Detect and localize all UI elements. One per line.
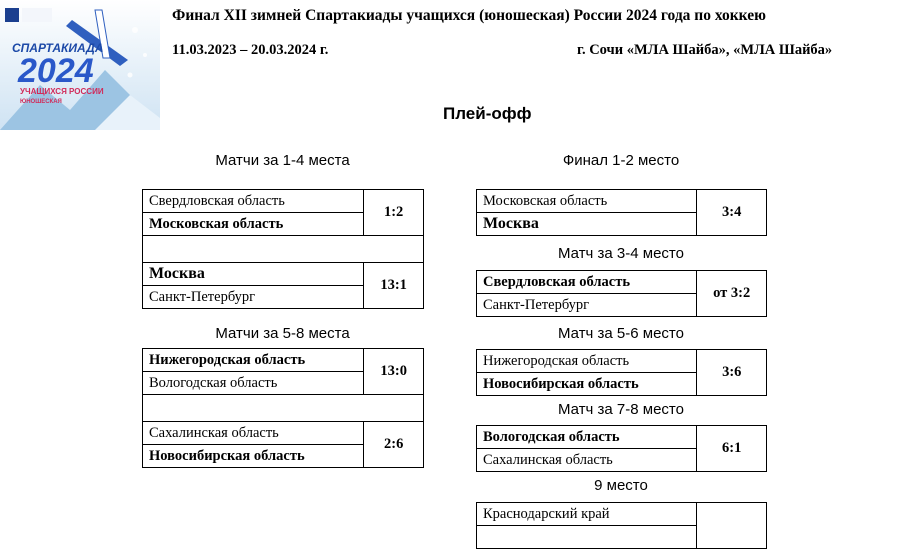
match-5-6-table bbox=[476, 349, 767, 396]
empty-score bbox=[697, 503, 767, 549]
team-name: Сахалинская область bbox=[477, 449, 697, 472]
heading-places-1-4: Матчи за 1-4 места bbox=[215, 152, 350, 169]
match-row bbox=[477, 271, 767, 294]
team-name: Санкт-Петербург bbox=[143, 286, 364, 309]
team-name-winner: Москва bbox=[477, 213, 697, 236]
logo-text-1: СПАРТАКИАДА bbox=[12, 41, 104, 55]
match-score: 3:4 bbox=[697, 190, 767, 236]
logo-text-4: ЮНОШЕСКАЯ bbox=[20, 99, 62, 105]
spacer-row bbox=[143, 395, 424, 422]
match-row bbox=[477, 190, 767, 213]
logo-text-2: 2024 bbox=[18, 52, 94, 90]
match-score: 1:2 bbox=[364, 190, 424, 236]
match-score: 3:6 bbox=[697, 350, 767, 396]
team-name: Нижегородская область bbox=[477, 350, 697, 373]
team-name: Санкт-Петербург bbox=[477, 294, 697, 317]
team-name-winner: Нижегородская область bbox=[143, 349, 364, 372]
team-name-winner: Москва bbox=[143, 263, 364, 286]
match-row bbox=[143, 349, 424, 372]
match-row bbox=[477, 350, 767, 373]
heading-place-3-4: Матч за 3-4 место bbox=[558, 245, 684, 262]
logo-text-3: УЧАЩИХСЯ РОССИИ bbox=[20, 87, 104, 96]
empty-cell bbox=[477, 526, 697, 549]
team-name: Краснодарский край bbox=[477, 503, 697, 526]
heading-place-9: 9 место bbox=[594, 477, 648, 494]
team-name: Вологодская область bbox=[143, 372, 364, 395]
spacer-row bbox=[143, 236, 424, 263]
match-score: 13:1 bbox=[364, 263, 424, 309]
event-dates: 11.03.2023 – 20.03.2024 г. bbox=[172, 42, 329, 58]
place-9-table bbox=[476, 502, 767, 549]
match-row bbox=[143, 190, 424, 213]
team-name-winner: Вологодская область bbox=[477, 426, 697, 449]
team-name-winner: Новосибирская область bbox=[477, 373, 697, 396]
heading-final: Финал 1-2 место bbox=[562, 152, 680, 169]
team-row bbox=[477, 503, 767, 526]
match-7-8-table bbox=[476, 425, 767, 472]
bracket-table-1-4 bbox=[142, 189, 424, 309]
match-score: 6:1 bbox=[697, 426, 767, 472]
document-title: Финал XII зимней Спартакиады учащихся (юношеская) России 2024 года по хоккею bbox=[172, 7, 766, 24]
match-3-4-table bbox=[476, 270, 767, 317]
team-name-winner: Новосибирская область bbox=[143, 445, 364, 468]
heading-places-5-8: Матчи за 5-8 места bbox=[215, 325, 350, 342]
team-name: Сахалинская область bbox=[143, 422, 364, 445]
match-score: 13:0 bbox=[364, 349, 424, 395]
team-name: Свердловская область bbox=[143, 190, 364, 213]
team-name-winner: Свердловская область bbox=[477, 271, 697, 294]
event-venue: г. Сочи «МЛА Шайба», «МЛА Шайба» bbox=[577, 42, 833, 58]
match-row bbox=[477, 426, 767, 449]
heading-place-5-6: Матч за 5-6 место bbox=[558, 325, 684, 342]
team-name-winner: Московская область bbox=[143, 213, 364, 236]
match-score: 2:6 bbox=[364, 422, 424, 468]
spartakiad-logo bbox=[0, 0, 160, 130]
match-row bbox=[143, 422, 424, 445]
match-row bbox=[143, 263, 424, 286]
heading-place-7-8: Матч за 7-8 место bbox=[558, 401, 684, 418]
team-name: Московская область bbox=[477, 190, 697, 213]
final-table bbox=[476, 189, 767, 236]
playoff-heading: Плей-офф bbox=[443, 104, 532, 123]
bracket-table-5-8 bbox=[142, 348, 424, 468]
match-score: от 3:2 bbox=[697, 271, 767, 317]
